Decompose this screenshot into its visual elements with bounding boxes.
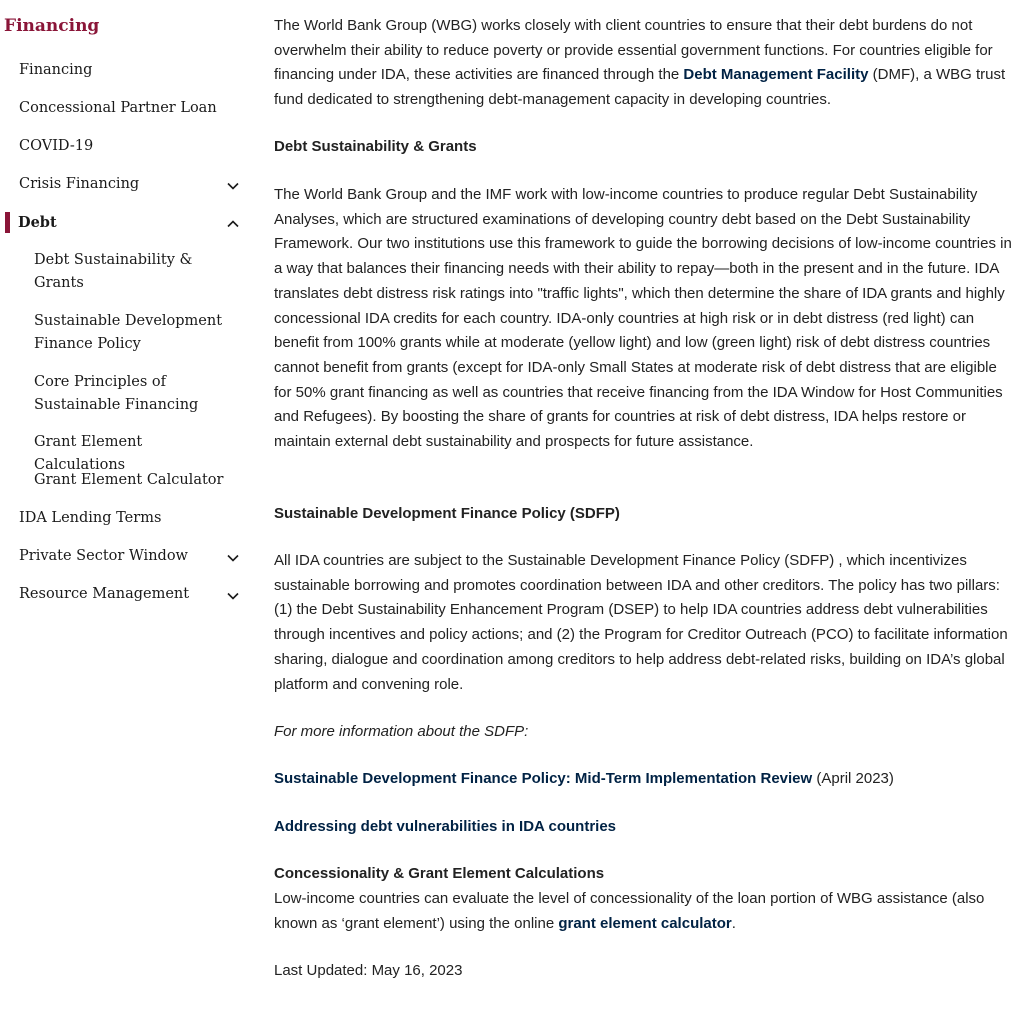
debt-sustainability-paragraph: The World Bank Group and the IMF work with low-income countries to produce regular Debt Sustainability Analyses, which are structured examinations of developing country debt based on the Debt Sustainability Framework. Our two institutions use this framework to guide the borrowing decisions of low-income countries in a way that balances their financing needs with their ability to repay—both in the present and in the future. IDA translates debt distress risk ratings into "traffic lights", which then determine the share of IDA grants and highly concessional IDA credits for each country. IDA-only countries at high risk or in debt distress (red light) can benefit from 100% grants while at moderate (yellow light) and low (green light) risk of debt distress countries cannot benefit from grants (except for IDA-only Small States at moderate risk of debt distress that are eligible for 50% grant financing as well as countries that receive financing from the IDA Window for Host Communities and Refugees). By boosting the share of grants for countries at risk of debt distress, IDA helps restore or maintain external debt sustainability and prospects for future assistance.	[274, 186, 1012, 451]
sidebar-item-private-sector-window[interactable]: Private Sector Window	[19, 548, 188, 564]
sdfp-midterm-review-link[interactable]: Sustainable Development Finance Policy: Mid-Term Implementation Review	[274, 770, 813, 787]
sdfp-review-date: (April 2023)	[812, 770, 894, 787]
chevron-down-icon[interactable]	[226, 551, 240, 565]
last-updated: Last Updated: May 16, 2023	[274, 962, 463, 979]
sidebar-subitem-grant-element-calculations[interactable]: Grant Element Calculations	[34, 434, 143, 473]
debt-vulnerabilities-link[interactable]: Addressing debt vulnerabilities in IDA countries	[274, 818, 617, 835]
sidebar-subitem-sdfp[interactable]: Sustainable Development Finance Policy	[34, 313, 223, 352]
active-indicator	[5, 212, 10, 233]
chevron-up-icon[interactable]	[226, 217, 240, 231]
concessionality-text-after: .	[731, 914, 736, 932]
concessionality-text-before: Low-income countries can evaluate the level of concessionality of the loan portion of WBG assistance (also known as ‘grant element’) using the online	[274, 890, 985, 932]
sidebar-item-covid-19[interactable]: COVID-19	[19, 138, 94, 154]
sidebar-item-resource-management[interactable]: Resource Management	[19, 586, 190, 602]
sidebar-subitem-debt-sustainability-grants[interactable]: Debt Sustainability & Grants	[34, 252, 193, 291]
section-heading-sdfp: Sustainable Development Finance Policy (SDFP)	[274, 505, 620, 522]
debt-vulnerabilities-line	[274, 815, 1014, 840]
sidebar-title[interactable]: Financing	[4, 16, 100, 36]
sidebar-subitem-core-principles[interactable]: Core Principles of Sustainable Financing	[34, 374, 199, 413]
section-heading-debt-sustainability: Debt Sustainability & Grants	[274, 138, 477, 155]
grant-element-calculator-link[interactable]: grant element calculator	[558, 914, 732, 932]
sdfp-review-line	[274, 767, 1014, 792]
intro-text-after: (DMF), a WBG trust fund dedicated to strengthening debt-management capacity in developing countries.	[274, 66, 1006, 109]
intro-text-before: The World Bank Group (WBG) works closely with client countries to ensure that their debt burdens do not overwhelm their ability to reduce poverty or provide essential government functions. For countries eligible for financing under IDA, these activities are financed through the	[274, 17, 993, 84]
chevron-down-icon[interactable]	[226, 589, 240, 603]
sidebar-item-ida-lending-terms[interactable]: IDA Lending Terms	[19, 510, 162, 526]
sdfp-more-info: For more information about the SDFP:	[274, 723, 529, 740]
sidebar-item-crisis-financing[interactable]: Crisis Financing	[19, 176, 140, 192]
sidebar-subitem-grant-element-calculator[interactable]: Grant Element Calculator	[34, 472, 224, 488]
sidebar-item-debt[interactable]: Debt	[18, 214, 57, 231]
concessionality-paragraph	[274, 887, 1014, 936]
section-heading-concessionality: Concessionality & Grant Element Calculations	[274, 865, 605, 882]
debt-management-facility-link[interactable]: Debt Management Facility	[683, 66, 869, 84]
sidebar-item-financing[interactable]: Financing	[19, 62, 93, 78]
sdfp-paragraph: All IDA countries are subject to the Sustainable Development Finance Policy (SDFP) , which incentivizes sustainable borrowing and promotes coordination between IDA and other creditors. The policy has two pillars: (1) the Debt Sustainability Enhancement Program (DSEP) to help IDA countries address debt vulnerabilities through incentives and policy actions; and (2) the Program for Creditor Outreach (PCO) to facilitate information sharing, dialogue and coordination among creditors to help address debt-related risks, building on IDA’s global platform and convening role.	[274, 552, 1008, 693]
intro-paragraph	[274, 14, 1014, 113]
chevron-down-icon[interactable]	[226, 179, 240, 193]
sidebar-item-concessional-partner-loan[interactable]: Concessional Partner Loan	[19, 100, 217, 116]
